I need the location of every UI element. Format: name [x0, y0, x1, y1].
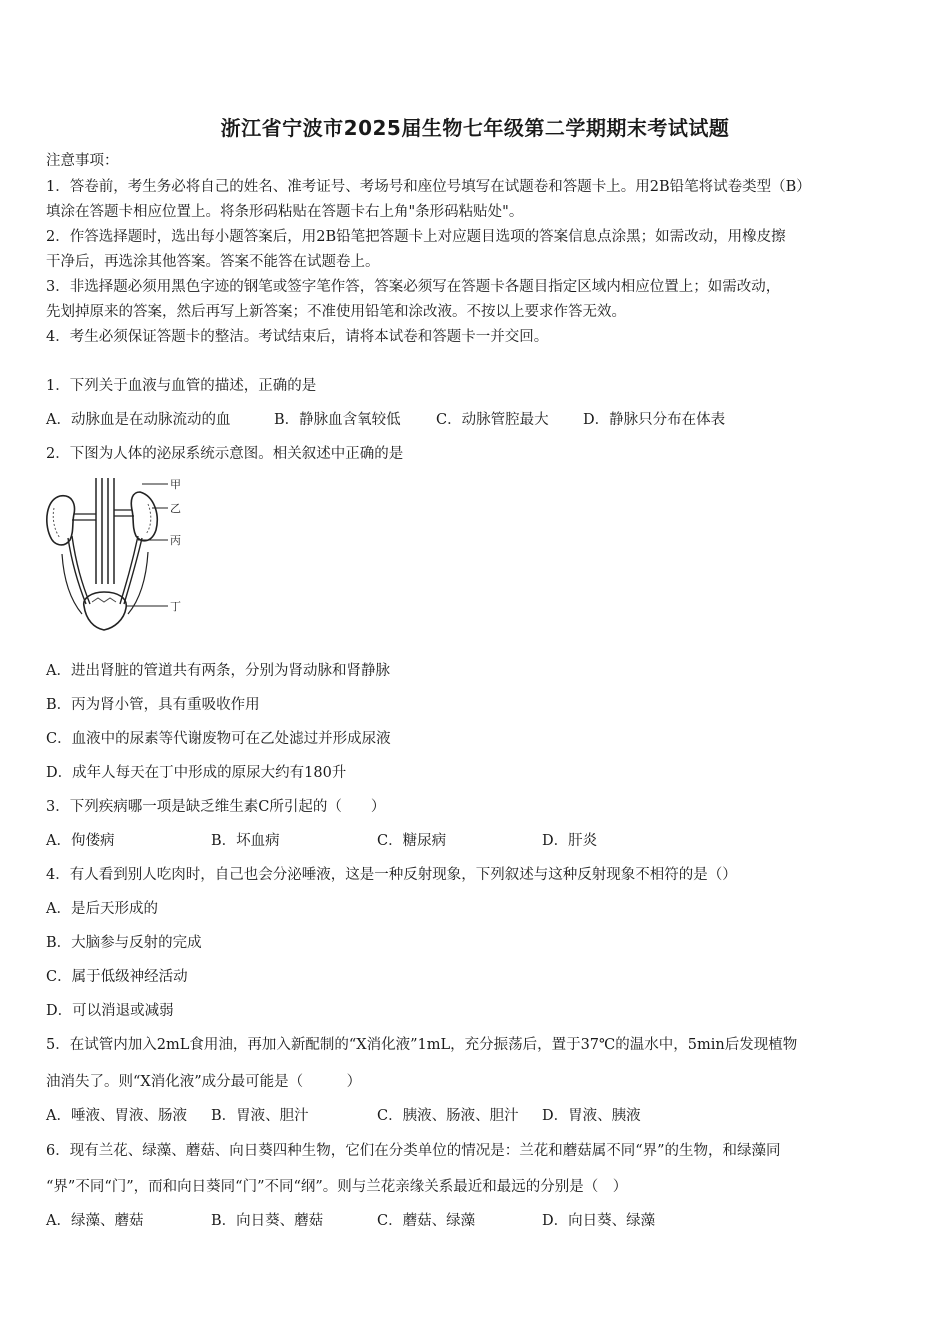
option-d: D．静脉只分布在体表	[583, 412, 726, 428]
option-c: C．胰液、肠液、胆汁	[377, 1108, 519, 1124]
question-2-stem: 2．下图为人体的泌尿系统示意图。相关叙述中正确的是	[46, 446, 404, 462]
question-4-option-b: B．大脑参与反射的完成	[46, 935, 202, 951]
option-a: A．绿藻、蘑菇	[46, 1213, 144, 1229]
question-4-option-c: C．属于低级神经活动	[46, 969, 188, 985]
question-6-stem-continued: “界”不同“门”，而和向日葵同“门”不同“纲”。则与兰花亲缘关系最近和最远的分别是（ ）	[46, 1179, 628, 1195]
pelvis-outline	[128, 552, 148, 614]
question-6-stem: 6．现有兰花、绿藻、蘑菇、向日葵四种生物，它们在分类单位的情况是：兰花和蘑菇属不同“界”的生物，和绿藻同	[46, 1143, 781, 1159]
left-kidney	[47, 496, 75, 545]
notes-line: 先划掉原来的答案，然后再写上新答案；不准使用铅笔和涂改液。不按以上要求作答无效。	[46, 304, 626, 320]
urinary-system-figure	[42, 474, 192, 634]
left-kidney-texture	[53, 508, 60, 538]
notes-line: 2．作答选择题时，选出每小题答案后，用2B铅笔把答题卡上对应题目选项的答案信息点涂黑；如需改动，用橡皮擦	[46, 229, 786, 245]
question-2-option-c: C．血液中的尿素等代谢废物可在乙处滤过并形成尿液	[46, 731, 391, 747]
urinary-system-diagram	[42, 474, 192, 634]
question-2-option-a: A．进出肾脏的管道共有两条，分别为肾动脉和肾静脉	[46, 663, 390, 679]
right-ureter	[120, 536, 138, 604]
notes-line: 填涂在答题卡相应位置上。将条形码粘贴在答题卡右上角"条形码粘贴处"。	[46, 204, 524, 220]
question-5-stem-continued: 油消失了。则“X消化液”成分最可能是（ ）	[46, 1074, 362, 1090]
option-a: A．佝偻病	[46, 833, 115, 849]
question-5-stem: 5．在试管内加入2mL食用油，再加入新配制的“X消化液”1mL，充分振荡后，置于37℃的温水中，5min后发现植物	[46, 1037, 798, 1053]
option-b: B．胃液、胆汁	[211, 1108, 309, 1124]
figure-label-jia: 甲	[170, 478, 181, 491]
option-b: B．静脉血含氧较低	[274, 412, 401, 428]
notes-line: 1．答卷前，考生务必将自己的姓名、准考证号、考场号和座位号填写在试题卷和答题卡上。用2B铅笔将试卷类型（B）	[46, 179, 811, 195]
option-b: B．向日葵、蘑菇	[211, 1213, 324, 1229]
option-b: B．坏血病	[211, 833, 280, 849]
question-2-option-d: D．成年人每天在丁中形成的原尿大约有180升	[46, 765, 347, 781]
notes-heading: 注意事项：	[46, 153, 119, 169]
question-3-stem: 3．下列疾病哪一项是缺乏维生素C所引起的（ ）	[46, 799, 386, 815]
notes-line: 3．非选择题必须用黑色字迹的钢笔或签字笔作答，答案必须写在答题卡各题目指定区域内相应位置上；如需改动，	[46, 279, 781, 295]
figure-label-yi: 乙	[170, 502, 181, 515]
bladder	[84, 592, 127, 630]
bladder-texture	[92, 598, 116, 602]
option-d: D．向日葵、绿藻	[542, 1213, 656, 1229]
notes-line: 4．考生必须保证答题卡的整洁。考试结束后，请将本试卷和答题卡一并交回。	[46, 329, 549, 345]
question-4-option-a: A．是后天形成的	[46, 901, 158, 917]
right-kidney-texture	[146, 504, 151, 534]
option-c: C．糖尿病	[377, 833, 447, 849]
figure-label-ding: 丁	[170, 600, 181, 613]
question-4-option-d: D．可以消退或减弱	[46, 1003, 174, 1019]
question-1-stem: 1．下列关于血液与血管的描述，正确的是	[46, 378, 317, 394]
option-d: D．肝炎	[542, 833, 598, 849]
option-a: A．动脉血是在动脉流动的血	[46, 412, 231, 428]
notes-line: 干净后，再选涂其他答案。答案不能答在试题卷上。	[46, 254, 380, 270]
question-2-option-b: B．丙为肾小管，具有重吸收作用	[46, 697, 260, 713]
right-kidney	[131, 492, 157, 541]
option-d: D．胃液、胰液	[542, 1108, 641, 1124]
figure-label-bing: 丙	[170, 534, 181, 547]
option-c: C．动脉管腔最大	[436, 412, 549, 428]
option-c: C．蘑菇、绿藻	[377, 1213, 476, 1229]
option-a: A．唾液、胃液、肠液	[46, 1108, 187, 1124]
question-4-stem: 4．有人看到别人吃肉时，自己也会分泌唾液，这是一种反射现象，下列叙述与这种反射现象不相符的是（）	[46, 867, 737, 883]
page-title: 浙江省宁波市2025届生物七年级第二学期期末考试试题	[220, 116, 730, 140]
